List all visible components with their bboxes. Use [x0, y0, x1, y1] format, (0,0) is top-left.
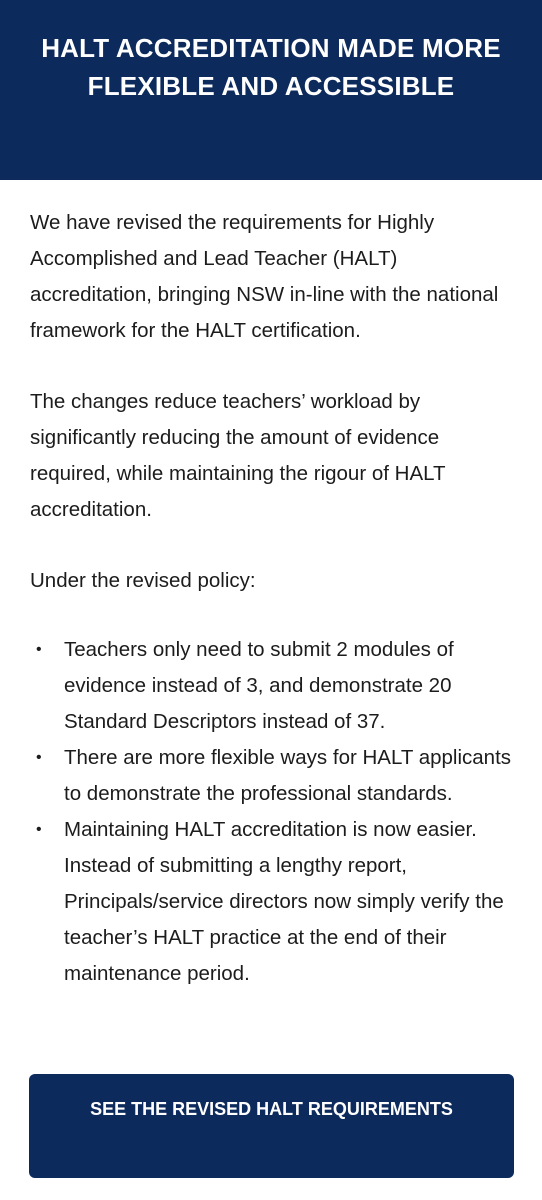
changes-paragraph: The changes reduce teachers’ workload by significantly reducing the amount of evidence required, while maintaining the rigour of HALT accreditation. [30, 390, 446, 521]
list-item [30, 632, 512, 740]
list-item-text: Maintaining HALT accreditation is now easier. Instead of submitting a lengthy report, Principals/service directors now simply verify the teacher’s HALT practice at the end of their maintenance period. [64, 818, 504, 985]
policy-list [30, 632, 512, 992]
cta-container [29, 1074, 514, 1178]
article-body [0, 180, 542, 992]
list-item-text: Teachers only need to submit 2 modules of evidence instead of 3, and demonstrate 20 Standard Descriptors instead of 37. [64, 638, 454, 733]
list-item [30, 812, 512, 992]
cta-button-label: SEE THE REVISED HALT REQUIREMENTS [90, 1099, 453, 1119]
intro-paragraph: We have revised the requirements for Highly Accomplished and Lead Teacher (HALT) accreditation, bringing NSW in-line with the national framework for the HALT certification. [30, 211, 499, 342]
bullet-icon: • [36, 749, 42, 766]
bullet-icon: • [36, 821, 42, 838]
list-item-text: There are more flexible ways for HALT applicants to demonstrate the professional standards. [64, 746, 512, 805]
see-requirements-button[interactable] [29, 1074, 514, 1178]
bullet-icon: • [36, 641, 42, 658]
page-header [0, 0, 542, 180]
list-item [30, 740, 512, 812]
page-title: HALT ACCREDITATION MADE MORE FLEXIBLE AND ACCESSIBLE [41, 33, 501, 101]
list-intro: Under the revised policy: [30, 569, 256, 592]
